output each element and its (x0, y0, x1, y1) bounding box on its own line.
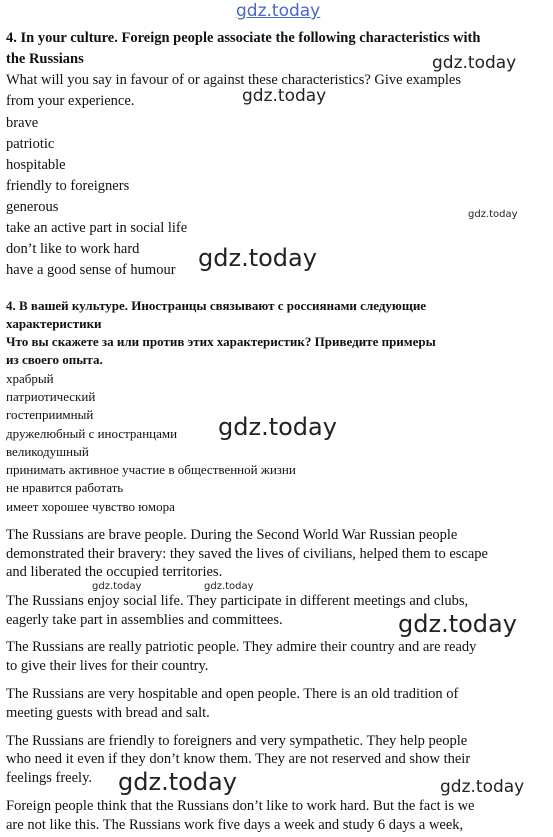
english-task-heading: 4. In your culture. Foreign people associate the following characteristics with (6, 30, 481, 46)
answer-paragraph-line: meeting guests with bread and salt. (6, 705, 210, 721)
russian-characteristic-item: гостеприимный (6, 407, 94, 422)
russian-characteristic-item: патриотический (6, 389, 96, 404)
watermark: gdz.today (242, 86, 327, 106)
russian-task-instruction: из своего опыта. (6, 352, 103, 367)
answer-paragraph-line: feelings freely. (6, 770, 93, 786)
english-characteristic-item: friendly to foreigners (6, 178, 130, 194)
answer-paragraph-line: The Russians are brave people. During the Second World War Russian people (6, 527, 458, 543)
english-task-heading: the Russians (6, 51, 84, 67)
answer-paragraph-line: who need it even if they don’t know them. They are not reserved and show their (6, 751, 471, 767)
answer-paragraph-line: The Russians are very hospitable and open people. There is an old tradition of (6, 686, 459, 702)
watermark: gdz.today (92, 581, 142, 592)
watermark: gdz.today (218, 413, 337, 441)
english-characteristic-item: patriotic (6, 136, 55, 152)
russian-characteristic-item: дружелюбный с иностранцами (6, 426, 178, 441)
russian-characteristic-item: принимать активное участие в общественной жизни (6, 462, 296, 477)
answer-paragraph-line: The Russians are really patriotic people. They admire their country and are ready (6, 639, 477, 655)
watermark: gdz.today (198, 244, 317, 272)
answer-paragraph-line: The Russians are friendly to foreigners and very sympathetic. They help people (6, 733, 468, 749)
watermark-top[interactable]: gdz.today (236, 1, 321, 21)
english-characteristic-item: don’t like to work hard (6, 241, 140, 257)
watermark: gdz.today (468, 209, 518, 220)
english-characteristic-item: brave (6, 115, 39, 131)
russian-task-instruction: Что вы скажете за или против этих характеристик? Приведите примеры (6, 334, 436, 349)
russian-characteristic-item: великодушный (6, 444, 89, 459)
russian-task-heading: 4. В вашей культуре. Иностранцы связывают с россиянами следующие (6, 298, 427, 313)
watermark: gdz.today (432, 53, 517, 73)
watermark: gdz.today (398, 610, 517, 638)
answer-paragraph-line: The Russians enjoy social life. They participate in different meetings and clubs, (6, 593, 469, 609)
english-task-instruction: from your experience. (6, 93, 135, 109)
watermark: gdz.today (118, 768, 237, 796)
answer-paragraph-line: to give their lives for their country. (6, 658, 209, 674)
answer-paragraph-line: and liberated the occupied territories. (6, 564, 223, 580)
english-task-instruction: What will you say in favour of or against these characteristics? Give examples (6, 72, 461, 88)
answer-paragraph-line: eagerly take part in assemblies and committees. (6, 612, 283, 628)
russian-characteristic-item: не нравится работать (6, 480, 124, 495)
russian-task-heading: характеристики (6, 316, 102, 331)
english-characteristic-item: have a good sense of humour (6, 262, 176, 278)
watermark: gdz.today (440, 777, 525, 797)
russian-characteristic-item: имеет хорошее чувство юмора (6, 499, 175, 514)
watermark: gdz.today (204, 581, 254, 592)
answer-paragraph-line: Foreign people think that the Russians don’t like to work hard. But the fact is we (6, 798, 475, 814)
answer-paragraph-line: are not like this. The Russians work five days a week and study 6 days a week, (6, 817, 464, 833)
english-characteristic-item: take an active part in social life (6, 220, 188, 236)
answer-paragraph-line: demonstrated their bravery: they saved the lives of civilians, helped them to escape (6, 546, 488, 562)
russian-characteristic-item: храбрый (6, 371, 54, 386)
english-characteristic-item: generous (6, 199, 59, 215)
english-characteristic-item: hospitable (6, 157, 66, 173)
